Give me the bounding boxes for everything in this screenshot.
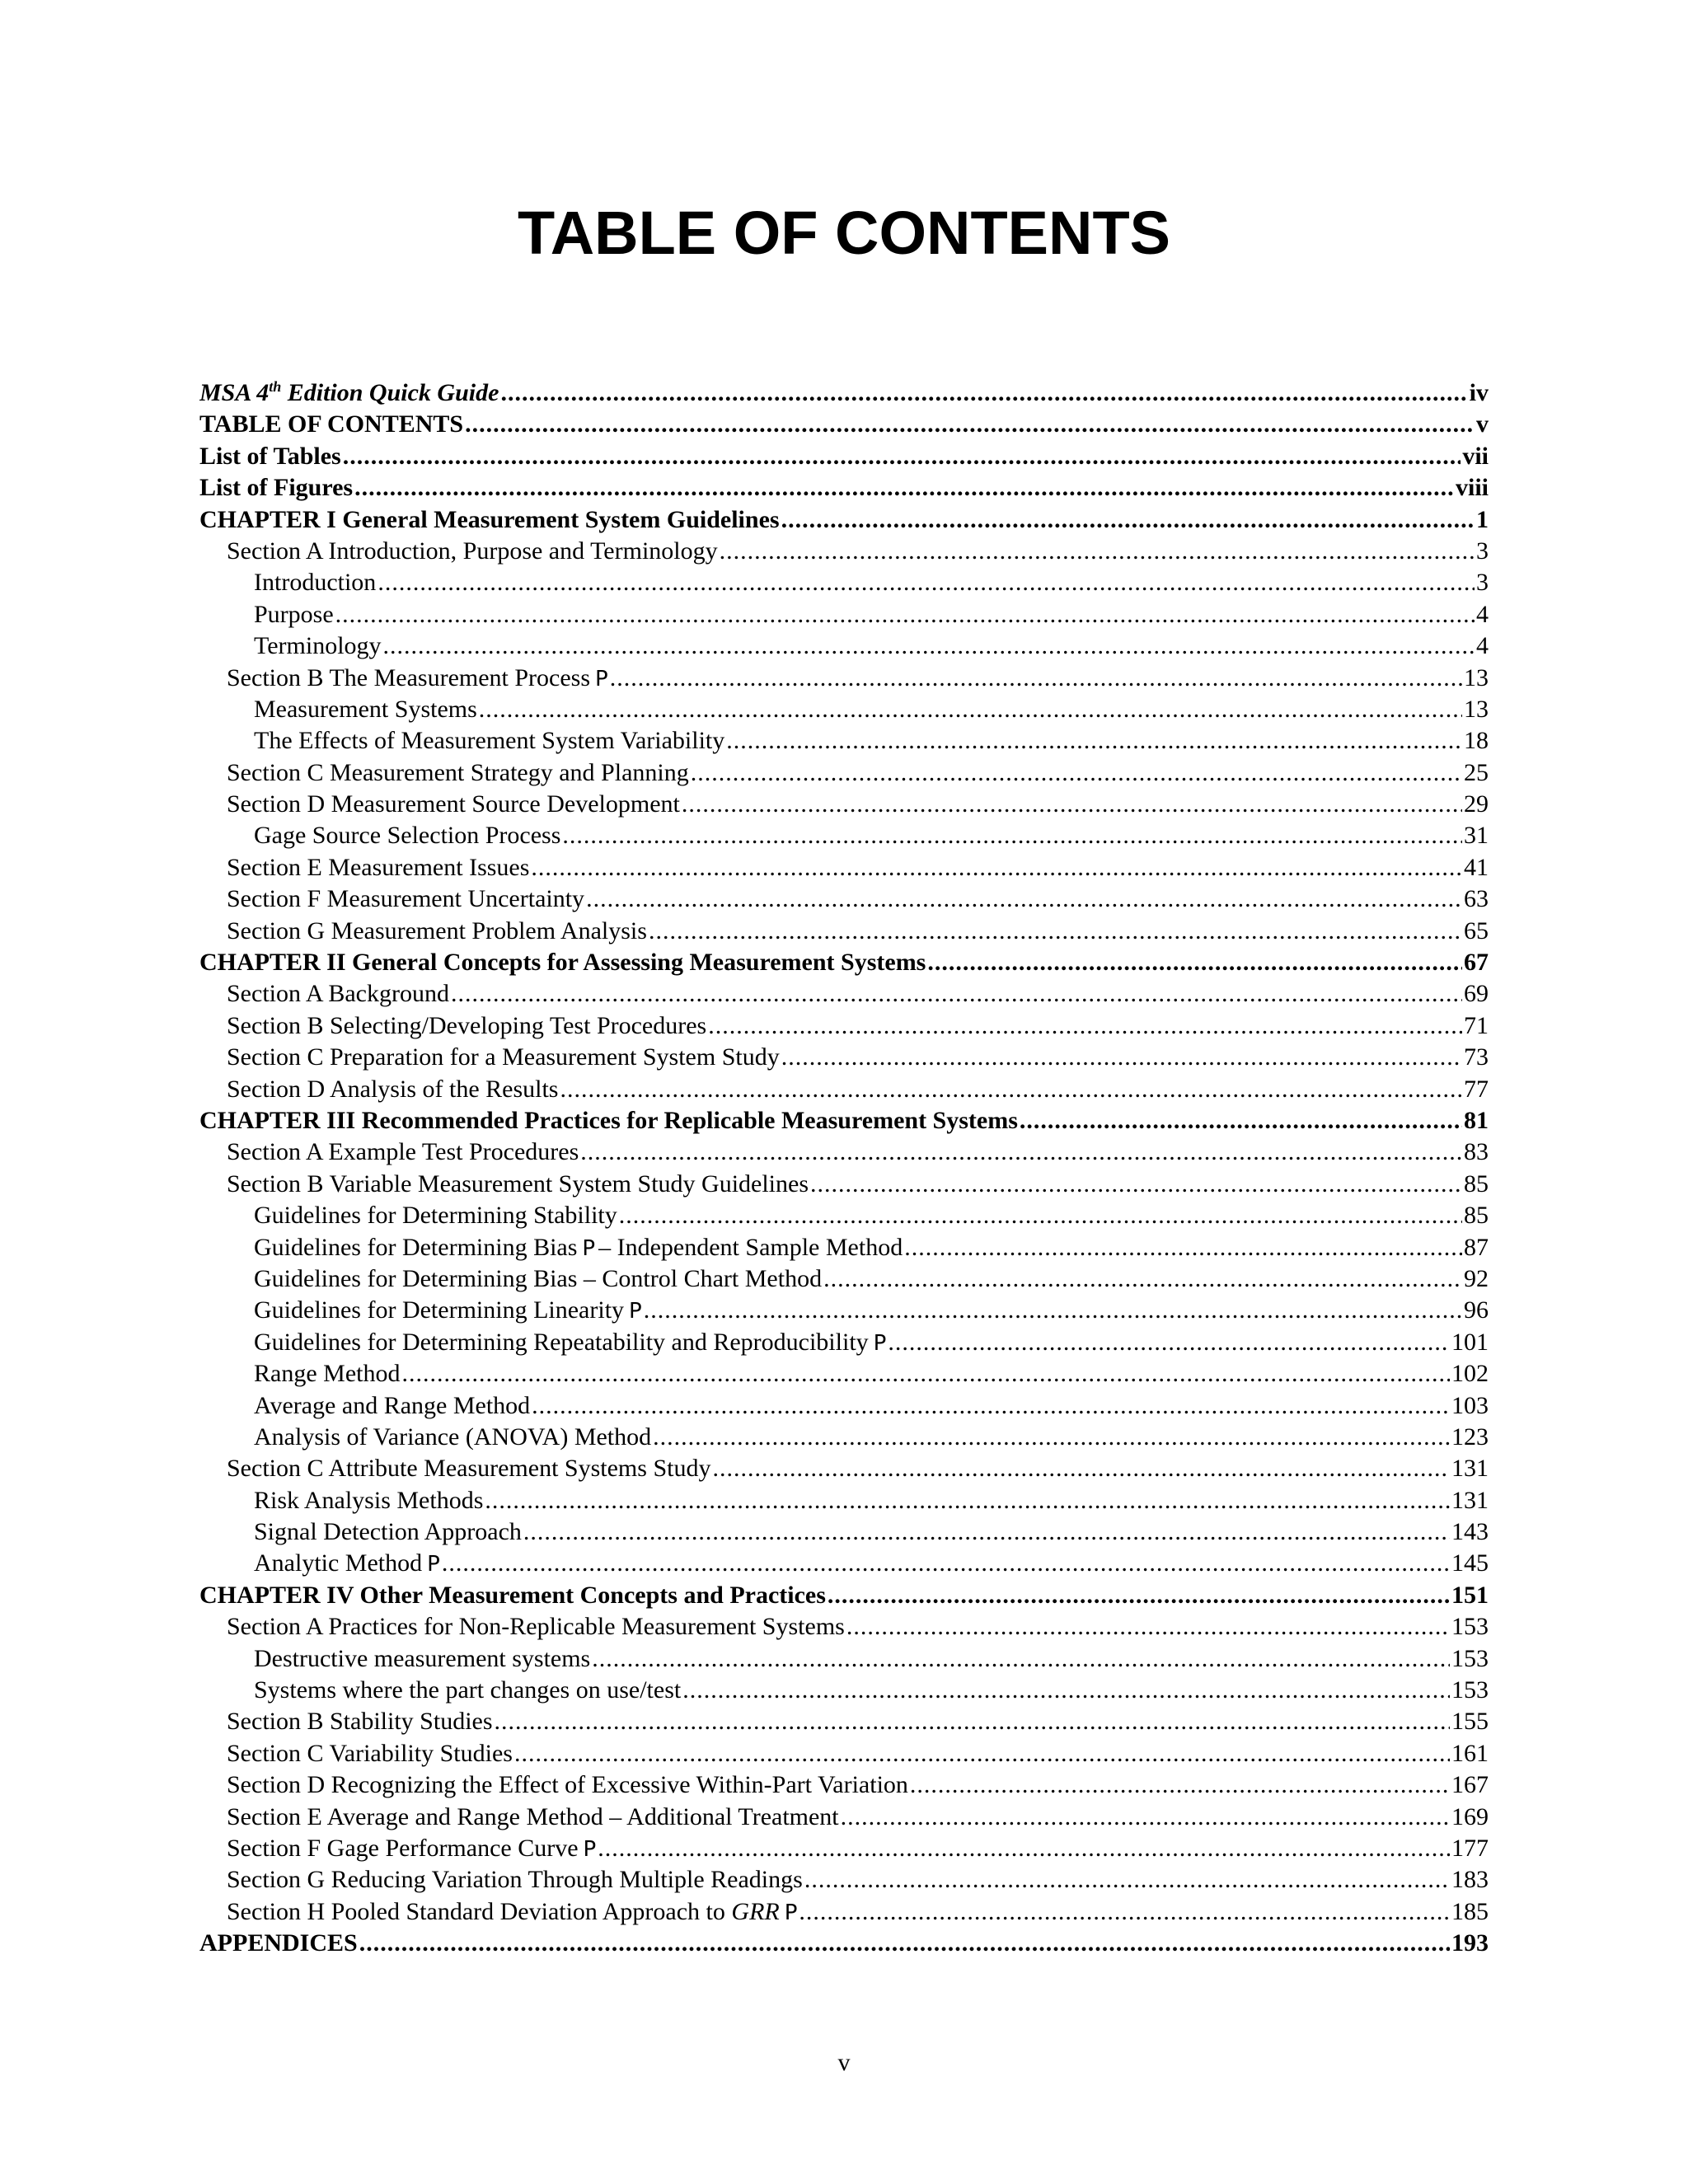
toc-entry-label: Guidelines for Determining Stability bbox=[254, 1202, 617, 1230]
toc-entry[interactable] bbox=[199, 1580, 1489, 1611]
toc-entry-label: Signal Detection Approach bbox=[254, 1518, 522, 1546]
toc-entry[interactable] bbox=[199, 1928, 1489, 1959]
toc-entry-page: 4 bbox=[1476, 600, 1489, 628]
toc-entry-page: 83 bbox=[1464, 1138, 1489, 1166]
toc-entry[interactable] bbox=[199, 1611, 1489, 1643]
dot-leader bbox=[485, 1485, 1450, 1516]
toc-entry[interactable] bbox=[199, 1738, 1489, 1769]
toc-entry-label: Guidelines for Determining Linearity bbox=[254, 1296, 625, 1324]
toc-entry[interactable] bbox=[199, 1675, 1489, 1706]
dot-leader bbox=[495, 1706, 1450, 1737]
dot-leader bbox=[691, 757, 1462, 789]
dot-leader bbox=[619, 1200, 1462, 1231]
dot-leader bbox=[644, 1295, 1462, 1326]
dot-leader bbox=[335, 599, 1475, 630]
toc-entry-page: 155 bbox=[1451, 1708, 1489, 1736]
dot-leader bbox=[523, 1516, 1450, 1548]
toc-entry-label: Section D Measurement Source Development bbox=[227, 790, 680, 818]
toc-entry-label: CHAPTER II General Concepts for Assessing Measurement Systems bbox=[199, 949, 926, 977]
dot-leader bbox=[465, 409, 1475, 440]
toc-entry-label: Section B The Measurement Process bbox=[227, 663, 591, 691]
dot-leader bbox=[720, 536, 1475, 567]
dot-leader bbox=[841, 1802, 1450, 1833]
toc-entry-page: 169 bbox=[1451, 1802, 1489, 1830]
toc-entry-page: 87 bbox=[1464, 1233, 1489, 1261]
toc-entry-label: TABLE OF CONTENTS bbox=[199, 410, 464, 438]
dot-leader bbox=[804, 1864, 1450, 1896]
dot-leader bbox=[359, 1928, 1450, 1959]
toc-entry-page: 41 bbox=[1464, 853, 1489, 881]
toc-entry[interactable] bbox=[199, 1200, 1489, 1231]
toc-entry[interactable] bbox=[199, 567, 1489, 598]
dot-leader bbox=[610, 663, 1462, 694]
toc-entry-label: Section D Analysis of the Results bbox=[227, 1075, 559, 1103]
toc-entry-label: Section B Variable Measurement System Study Guidelines bbox=[227, 1169, 809, 1197]
toc-entry-page: 3 bbox=[1476, 537, 1489, 565]
toc-entry-label: Guidelines for Determining Repeatability and Reproducibility bbox=[254, 1328, 869, 1356]
toc-entry[interactable] bbox=[199, 472, 1489, 504]
toc-entry[interactable] bbox=[199, 1802, 1489, 1833]
toc-entry[interactable] bbox=[199, 504, 1489, 536]
p-marker-icon: P bbox=[595, 666, 608, 691]
toc-entry[interactable] bbox=[199, 1105, 1489, 1137]
toc-entry-label: Guidelines for Determining Bias – Control Chart Method bbox=[254, 1264, 823, 1292]
toc-entry-page: 65 bbox=[1464, 916, 1489, 944]
dot-leader bbox=[560, 1074, 1462, 1105]
toc-entry-page: 145 bbox=[1451, 1549, 1489, 1577]
toc-entry[interactable] bbox=[199, 1137, 1489, 1168]
toc-entry-label: Terminology bbox=[254, 632, 382, 660]
toc-entry[interactable] bbox=[199, 409, 1489, 440]
dot-leader bbox=[810, 1169, 1462, 1200]
toc-entry-page: 1 bbox=[1476, 505, 1489, 533]
toc-entry[interactable] bbox=[199, 1896, 1489, 1928]
toc-entry[interactable] bbox=[199, 1706, 1489, 1737]
toc-entry-label: Section A Example Test Procedures bbox=[227, 1138, 579, 1166]
toc-entry-label: APPENDICES bbox=[199, 1929, 358, 1957]
toc-entry-label: The Effects of Measurement System Variability bbox=[254, 727, 725, 755]
toc-entry-label: Section C Measurement Strategy and Planning bbox=[227, 758, 689, 786]
dot-leader bbox=[532, 1390, 1450, 1422]
toc-entry-page: viii bbox=[1455, 474, 1489, 502]
toc-entry-label: CHAPTER I General Measurement System Guidelines bbox=[199, 505, 780, 533]
toc-entry-page: 25 bbox=[1464, 758, 1489, 786]
p-marker-icon: P bbox=[629, 1299, 642, 1324]
toc-entry-label: Section B Selecting/Developing Test Procedures bbox=[227, 1011, 707, 1039]
dot-leader bbox=[442, 1548, 1450, 1579]
toc-entry-label: Measurement Systems bbox=[254, 695, 477, 723]
dot-leader bbox=[649, 916, 1462, 947]
dot-leader bbox=[828, 1580, 1450, 1611]
toc-entry-page: 153 bbox=[1451, 1676, 1489, 1704]
toc-entry-label: List of Figures bbox=[199, 474, 354, 502]
toc-entry-page: 63 bbox=[1464, 885, 1489, 913]
toc-entry-page: 85 bbox=[1464, 1169, 1489, 1197]
toc-entry-page: 69 bbox=[1464, 980, 1489, 1008]
toc-entry-page: 193 bbox=[1451, 1929, 1489, 1957]
toc-entry-label: CHAPTER III Recommended Practices for Replicable Measurement Systems bbox=[199, 1106, 1018, 1134]
dot-leader bbox=[377, 567, 1475, 598]
toc-entry[interactable] bbox=[199, 1485, 1489, 1516]
toc-entry-label: Section E Average and Range Method – Additional Treatment bbox=[227, 1802, 839, 1830]
toc-entry[interactable] bbox=[199, 694, 1489, 725]
toc-entry-label: Section A Background bbox=[227, 980, 449, 1008]
toc-entry[interactable] bbox=[199, 916, 1489, 947]
toc-entry[interactable] bbox=[199, 820, 1489, 851]
dot-leader bbox=[712, 1453, 1450, 1484]
dot-leader bbox=[927, 947, 1462, 978]
toc-entry-label: Section A Introduction, Purpose and Terminology bbox=[227, 537, 718, 565]
dot-leader bbox=[598, 1833, 1450, 1864]
toc-entry-page: 81 bbox=[1464, 1106, 1489, 1134]
dot-leader bbox=[531, 852, 1462, 883]
toc-entry-label: Section C Variability Studies bbox=[227, 1739, 513, 1767]
dot-leader bbox=[451, 978, 1462, 1010]
toc-entry-label: MSA 4th Edition Quick Guide bbox=[199, 378, 499, 406]
dot-leader bbox=[653, 1422, 1450, 1453]
toc-entry-label: List of Tables bbox=[199, 442, 341, 470]
toc-entry-page: 71 bbox=[1464, 1011, 1489, 1039]
dot-leader bbox=[910, 1769, 1450, 1801]
dot-leader bbox=[846, 1611, 1450, 1643]
toc-entry-page: 13 bbox=[1464, 695, 1489, 723]
dot-leader bbox=[383, 630, 1475, 662]
toc-entry-page: 177 bbox=[1451, 1834, 1489, 1862]
toc-entry-page: 153 bbox=[1451, 1613, 1489, 1641]
dot-leader bbox=[580, 1137, 1462, 1168]
toc-entry-label: Range Method bbox=[254, 1360, 401, 1388]
toc-entry-page: 92 bbox=[1464, 1264, 1489, 1292]
toc-entry-page: 85 bbox=[1464, 1202, 1489, 1230]
toc-entry[interactable] bbox=[199, 1516, 1489, 1548]
toc-entry-page: vii bbox=[1462, 442, 1489, 470]
toc-entry-label: Section F Measurement Uncertainty bbox=[227, 885, 585, 913]
toc-entry-page: 31 bbox=[1464, 822, 1489, 850]
toc-entry-page: 131 bbox=[1451, 1486, 1489, 1514]
toc-entry[interactable] bbox=[199, 1042, 1489, 1073]
toc-entry[interactable] bbox=[199, 536, 1489, 567]
p-marker-icon: P bbox=[583, 1836, 597, 1862]
toc-entry[interactable] bbox=[199, 1864, 1489, 1896]
toc-entry[interactable] bbox=[199, 441, 1489, 472]
toc-entry-label: Section H Pooled Standard Deviation Approach to GRR bbox=[227, 1897, 780, 1925]
toc-entry-page: 185 bbox=[1451, 1897, 1489, 1925]
toc-entry[interactable] bbox=[199, 663, 1489, 694]
p-marker-icon: P bbox=[784, 1900, 798, 1925]
toc-list bbox=[199, 377, 1489, 1960]
toc-entry[interactable] bbox=[199, 1390, 1489, 1422]
toc-entry-page: 103 bbox=[1451, 1391, 1489, 1419]
toc-entry-label-suffix: – Independent Sample Method bbox=[598, 1233, 903, 1261]
toc-entry[interactable] bbox=[199, 1548, 1489, 1579]
dot-leader bbox=[799, 1896, 1450, 1928]
toc-entry-label: Gage Source Selection Process bbox=[254, 822, 561, 850]
toc-entry-label: Section E Measurement Issues bbox=[227, 853, 530, 881]
dot-leader bbox=[781, 504, 1475, 536]
toc-entry[interactable] bbox=[199, 1295, 1489, 1326]
toc-entry-label: Analysis of Variance (ANOVA) Method bbox=[254, 1422, 652, 1451]
dot-leader bbox=[562, 820, 1462, 851]
toc-entry[interactable] bbox=[199, 725, 1489, 757]
toc-entry-page: 167 bbox=[1451, 1771, 1489, 1799]
toc-entry-label: Analytic Method bbox=[254, 1549, 423, 1577]
toc-entry[interactable] bbox=[199, 1422, 1489, 1453]
toc-entry-page: 101 bbox=[1451, 1328, 1489, 1356]
toc-entry-label: Section C Preparation for a Measurement System Study bbox=[227, 1043, 780, 1071]
toc-entry[interactable] bbox=[199, 789, 1489, 820]
toc-entry-page: 13 bbox=[1464, 663, 1489, 691]
dot-leader bbox=[401, 1358, 1450, 1390]
toc-entry-page: 18 bbox=[1464, 727, 1489, 755]
toc-entry-page: 153 bbox=[1451, 1644, 1489, 1672]
dot-leader bbox=[514, 1738, 1450, 1769]
dot-leader bbox=[682, 789, 1462, 820]
toc-entry[interactable] bbox=[199, 1769, 1489, 1801]
toc-entry-label: Introduction bbox=[254, 569, 377, 597]
toc-entry[interactable] bbox=[199, 377, 1489, 409]
toc-entry-page: v bbox=[1476, 410, 1489, 438]
toc-entry[interactable] bbox=[199, 1169, 1489, 1200]
p-marker-icon: P bbox=[582, 1235, 596, 1261]
toc-entry-label: Risk Analysis Methods bbox=[254, 1486, 484, 1514]
toc-entry[interactable] bbox=[199, 630, 1489, 662]
toc-entry-page: 67 bbox=[1464, 949, 1489, 977]
dot-leader bbox=[904, 1232, 1462, 1263]
toc-entry-label: Purpose bbox=[254, 600, 334, 628]
dot-leader bbox=[888, 1327, 1450, 1358]
p-marker-icon: P bbox=[427, 1552, 440, 1577]
toc-entry-label: Section C Attribute Measurement Systems Study bbox=[227, 1455, 711, 1483]
page-number: v bbox=[837, 2049, 851, 2076]
toc-entry-page: 29 bbox=[1464, 790, 1489, 818]
toc-entry-page: 4 bbox=[1476, 632, 1489, 660]
toc-entry-label: Section B Stability Studies bbox=[227, 1708, 493, 1736]
toc-entry-page: 161 bbox=[1451, 1739, 1489, 1767]
toc-entry-label: Guidelines for Determining Bias bbox=[254, 1233, 578, 1261]
toc-entry[interactable] bbox=[199, 599, 1489, 630]
dot-leader bbox=[823, 1263, 1462, 1295]
dot-leader bbox=[592, 1643, 1450, 1675]
toc-entry-label: Section G Reducing Variation Through Multiple Readings bbox=[227, 1866, 803, 1894]
toc-entry[interactable] bbox=[199, 1010, 1489, 1042]
toc-entry-label: Destructive measurement systems bbox=[254, 1644, 591, 1672]
toc-entry-page: 96 bbox=[1464, 1296, 1489, 1324]
dot-leader bbox=[500, 377, 1467, 409]
toc-entry[interactable] bbox=[199, 1833, 1489, 1864]
toc-entry-label: Average and Range Method bbox=[254, 1391, 531, 1419]
toc-entry-label: Section F Gage Performance Curve bbox=[227, 1834, 579, 1862]
toc-entry[interactable] bbox=[199, 757, 1489, 789]
toc-entry-page: 143 bbox=[1451, 1518, 1489, 1546]
toc-entry-label: Section D Recognizing the Effect of Excessive Within-Part Variation bbox=[227, 1771, 908, 1799]
toc-entry-page: 131 bbox=[1451, 1455, 1489, 1483]
toc-entry[interactable] bbox=[199, 1358, 1489, 1390]
toc-entry[interactable] bbox=[199, 1263, 1489, 1295]
toc-entry-page: 183 bbox=[1451, 1866, 1489, 1894]
toc-entry-label: CHAPTER IV Other Measurement Concepts and Practices bbox=[199, 1581, 826, 1609]
toc-entry-page: 151 bbox=[1451, 1581, 1489, 1609]
dot-leader bbox=[682, 1675, 1450, 1706]
toc-entry-label: Section G Measurement Problem Analysis bbox=[227, 916, 647, 944]
toc-entry[interactable] bbox=[199, 1643, 1489, 1675]
toc-entry-page: 123 bbox=[1451, 1422, 1489, 1451]
toc-entry[interactable] bbox=[199, 852, 1489, 883]
dot-leader bbox=[708, 1010, 1462, 1042]
toc-entry-page: 73 bbox=[1464, 1043, 1489, 1071]
toc-entry[interactable] bbox=[199, 1327, 1489, 1358]
dot-leader bbox=[354, 472, 1454, 504]
dot-leader bbox=[343, 441, 1461, 472]
toc-entry-label: Systems where the part changes on use/test bbox=[254, 1676, 682, 1704]
dot-leader bbox=[781, 1042, 1462, 1073]
toc-entry[interactable] bbox=[199, 883, 1489, 915]
toc-entry-label: Section A Practices for Non-Replicable Measurement Systems bbox=[227, 1613, 845, 1641]
toc-entry-page: iv bbox=[1469, 379, 1489, 406]
dot-leader bbox=[726, 725, 1462, 757]
toc-entry-page: 102 bbox=[1451, 1360, 1489, 1388]
page-title: TABLE OF CONTENTS bbox=[517, 199, 1171, 267]
p-marker-icon: P bbox=[873, 1330, 887, 1356]
toc-entry[interactable] bbox=[199, 1453, 1489, 1484]
dot-leader bbox=[586, 883, 1462, 915]
dot-leader bbox=[479, 694, 1462, 725]
dot-leader bbox=[1020, 1105, 1462, 1137]
toc-entry-page: 3 bbox=[1476, 569, 1489, 597]
toc-entry[interactable] bbox=[199, 978, 1489, 1010]
toc-entry[interactable] bbox=[199, 1232, 1489, 1263]
toc-entry-page: 77 bbox=[1464, 1075, 1489, 1103]
toc-entry[interactable] bbox=[199, 1074, 1489, 1105]
toc-entry[interactable] bbox=[199, 947, 1489, 978]
